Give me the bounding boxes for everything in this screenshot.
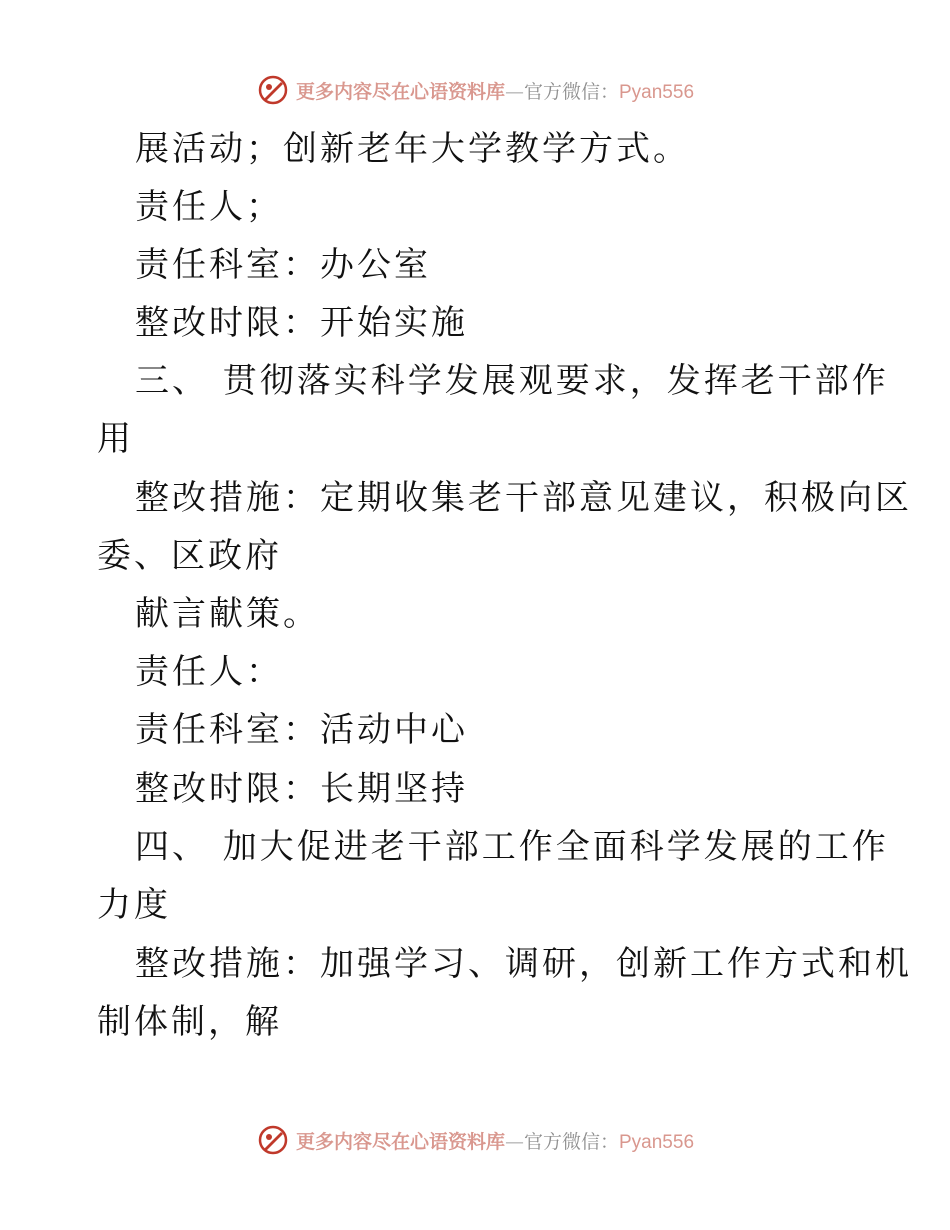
watermark-dash: — [504,1130,524,1153]
section-heading: 三、 贯彻落实科学发展观要求，发挥老干部作 [135,361,889,401]
text-line: 责任人： [135,652,283,692]
watermark-sub: 官方微信： [523,1130,619,1153]
section-heading: 四、 加大促进老干部工作全面科学发展的工作 [135,827,889,867]
section-heading-continuation: 力度 [97,885,171,925]
text-line: 献言献策。 [135,594,320,634]
watermark-text [296,1127,694,1154]
footer-watermark [0,1118,950,1162]
section-heading-continuation: 用 [97,419,134,459]
watermark-dash: — [504,80,524,103]
watermark-main: 更多内容尽在心语资料库 [295,1130,505,1153]
text-line: 整改措施：加强学习、调研，创新工作方式和机 [135,944,912,984]
text-line: 展活动；创新老年大学教学方式。 [135,129,690,169]
quill-logo-icon [256,1123,290,1157]
watermark-sub: 官方微信： [523,80,619,103]
watermark-main: 更多内容尽在心语资料库 [295,80,505,103]
text-line: 整改时限：长期坚持 [135,769,468,809]
watermark-id: Pyan556 [619,1131,695,1153]
text-line: 整改措施：定期收集老干部意见建议，积极向区 [135,478,912,518]
text-line: 责任科室：活动中心 [135,710,468,750]
watermark-id: Pyan556 [619,81,695,103]
text-line: 制体制，解 [97,1002,282,1042]
text-line: 整改时限：开始实施 [135,303,468,343]
text-line: 责任科室：办公室 [135,245,431,285]
text-line: 委、区政府 [97,536,282,576]
text-line: 责任人； [135,187,283,227]
